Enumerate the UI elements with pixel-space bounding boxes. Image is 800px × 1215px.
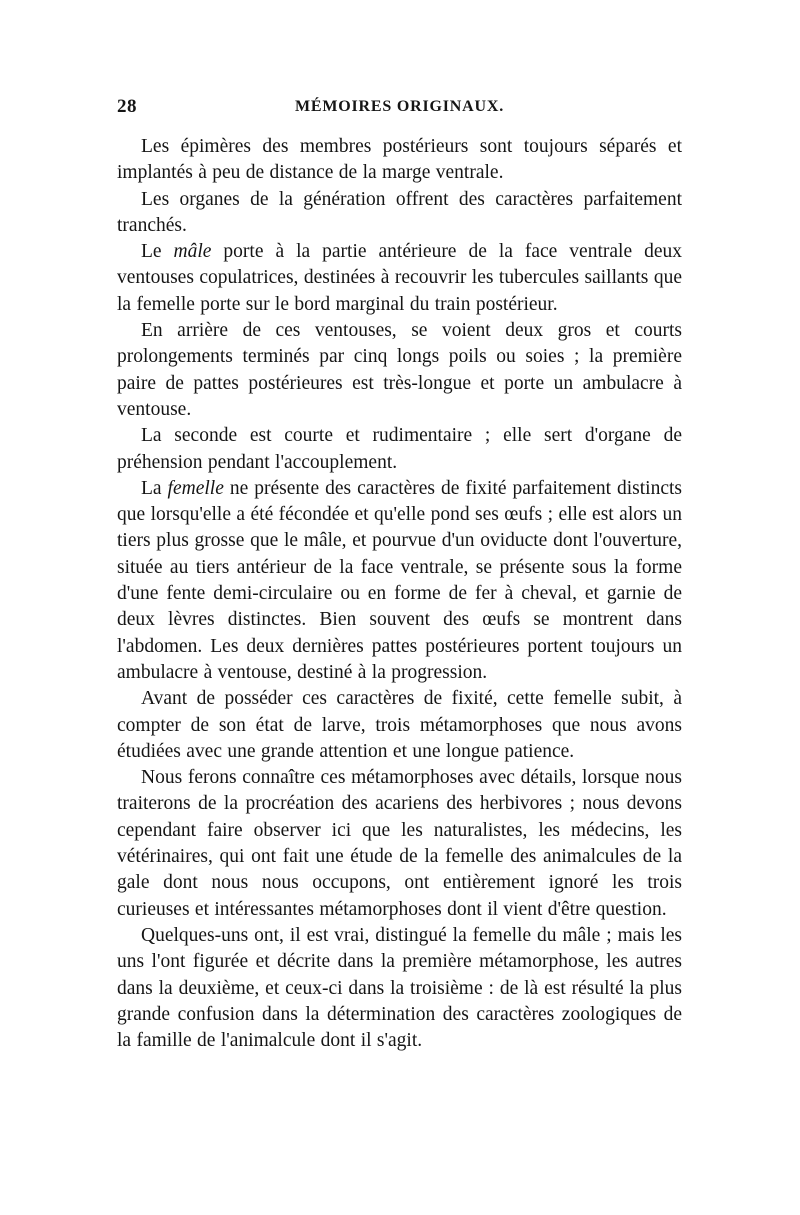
paragraph-metamorphoses: Nous ferons connaître ces métamorphoses avec détails, lorsque nous traiterons de la procréation des acariens des herbivores ; nous devons cependant faire observer ici que les naturalistes, les médecins, les vétérinaires, qui ont fait une étude de la femelle des animalcules de la gale dont nous nous occupons, ont entièrement ignoré les trois curieuses et intéressantes métamorphoses dont il vient d'être question. — [117, 767, 682, 920]
femelle-intro: La — [141, 477, 168, 499]
page-number: 28 — [117, 96, 137, 117]
paragraph-avant: Avant de posséder ces caractères de fixité, cette femelle subit, à compter de son état de larve, trois métamorphoses que nous avons étudiées avec une grande attention et une longue patience. — [117, 688, 682, 762]
page-header — [117, 96, 682, 120]
male-term: mâle — [173, 241, 212, 263]
paragraph-quelques-uns: Quelques-uns ont, il est vrai, distingué la femelle du mâle ; mais les uns l'ont figurée et décrite dans la première métamorphose, les autres dans la deuxième, et ceux-ci dans la troisième : de là est résulté la plus grande confusion dans la détermination des caractères zoologiques de la famille de l'animalcule dont il s'agit. — [117, 924, 682, 1052]
male-text: porte à la partie antérieure de la face ventrale deux ventouses copulatrices, destinées à recouvrir les tubercules saillants que la femelle porte sur le bord marginal du train postérieur. — [117, 241, 682, 315]
paragraph-organes: Les organes de la génération offrent des caractères parfaitement tranchés. — [117, 188, 682, 236]
paragraph-prolongements: En arrière de ces ventouses, se voient deux gros et courts prolongements terminés par cinq longs poils ou soies ; la première paire de pattes postérieures est très-longue et porte un ambulacre à ventouse. — [117, 320, 682, 420]
paragraph-male — [117, 239, 682, 318]
femelle-text: ne présente des caractères de fixité parfaitement distincts que lorsqu'elle a été fécondée et qu'elle pond ses œufs ; elle est alors un tiers plus grosse que le mâle, et pourvue d'un oviducte dont l'ouverture, située au tiers antérieur de la face ventrale, se présente sous la forme d'une fente demi-circulaire ou en forme de fer à cheval, et garnie de deux lèvres distinctes. Bien souvent des œufs se montrent dans l'abdomen. Les deux dernières pattes postérieures portent toujours un ambulacre à ventouse, destiné à la progression. — [117, 477, 682, 683]
femelle-term: femelle — [167, 477, 224, 499]
paragraph-seconde: La seconde est courte et rudimentaire ; elle sert d'organe de préhension pendant l'accouplement. — [117, 425, 682, 473]
paragraph-femelle — [117, 476, 682, 686]
male-intro: Le — [141, 241, 174, 263]
paragraph-epimeres: Les épimères des membres postérieurs sont toujours séparés et implantés à peu de distance de la marge ventrale. — [117, 136, 682, 184]
running-head: MÉMOIRES ORIGINAUX. — [295, 98, 504, 115]
book-page — [117, 96, 682, 1054]
